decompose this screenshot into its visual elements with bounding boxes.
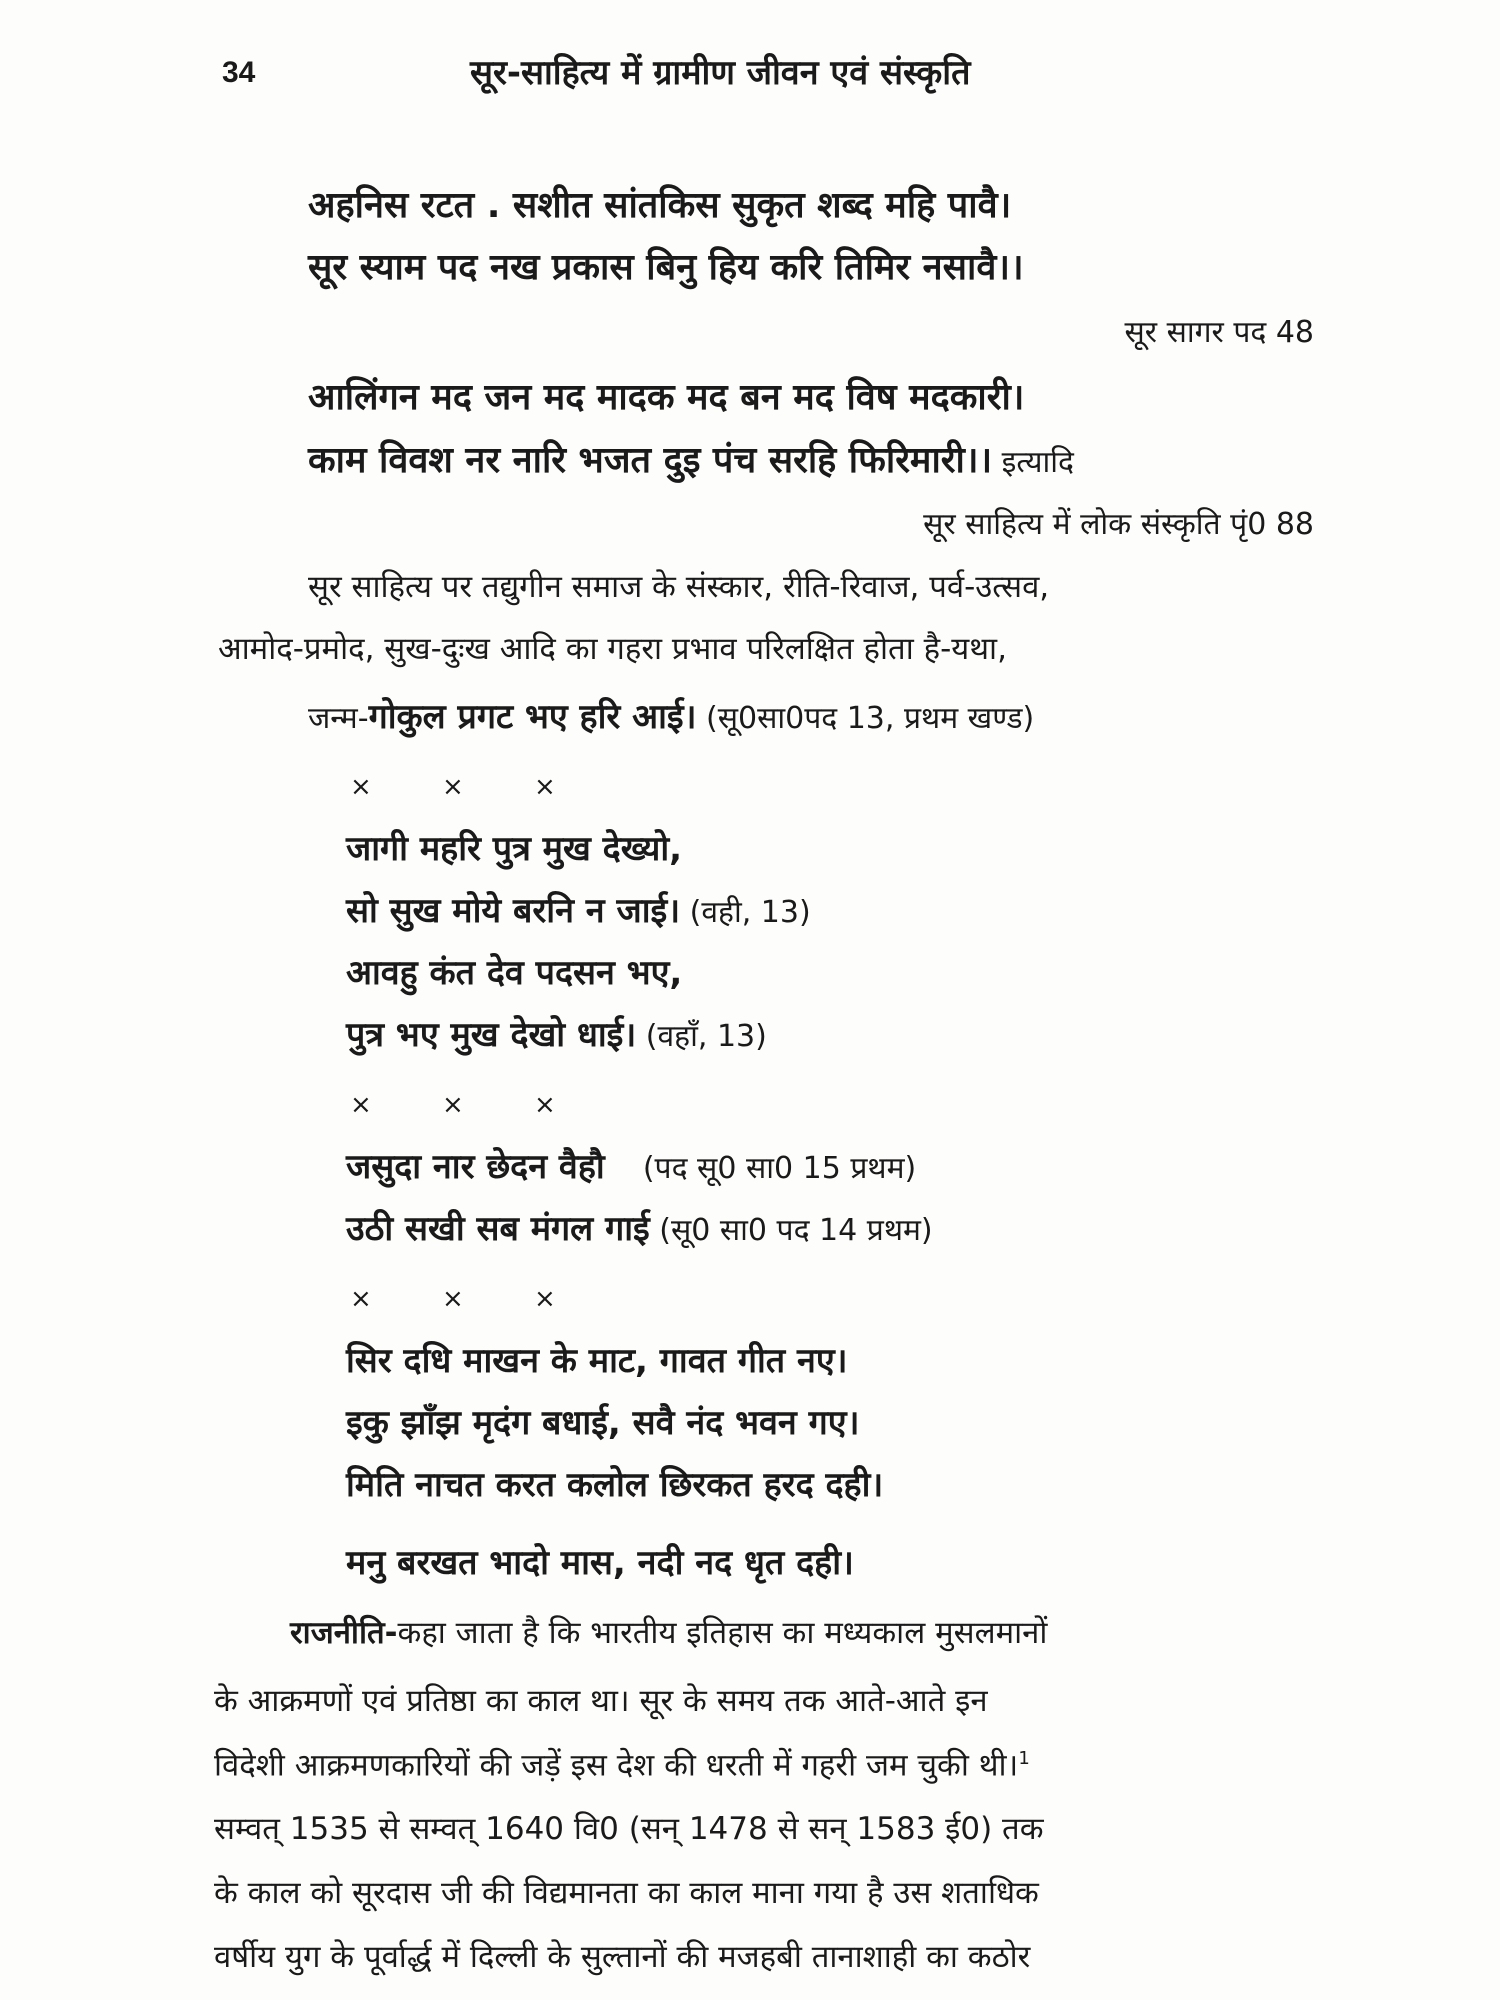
verse-line-with-note xyxy=(308,440,1074,481)
verse-text: जसुदा नार छेदन वैहौ xyxy=(346,1147,605,1187)
verse-line xyxy=(346,1015,767,1055)
source-reference: (पद सू0 सा0 15 प्रथम) xyxy=(604,1151,917,1186)
birth-verse-line xyxy=(308,697,1035,737)
cross-mark: × xyxy=(442,772,464,802)
paragraph-line: के आक्रमणों एवं प्रतिष्ठा का काल था। सूर के समय तक आते-आते इन xyxy=(214,1683,988,1719)
separator-marks xyxy=(350,774,626,800)
verse-line: सिर दधि माखन के माट, गावत गीत नए। xyxy=(346,1341,848,1381)
section-paragraph-first-line xyxy=(290,1615,1048,1651)
verse-line xyxy=(346,1147,917,1187)
cross-mark: × xyxy=(534,772,556,802)
footnote-marker: 1 xyxy=(1018,1748,1030,1769)
source-reference: (सू0सा0पद 13, प्रथम खण्ड) xyxy=(696,701,1035,736)
paragraph-text: विदेशी आक्रमणकारियों की जड़ें इस देश की धरती में गहरी जम चुकी थी। xyxy=(214,1747,1019,1784)
paragraph-line xyxy=(214,1747,1030,1784)
source-reference: सूर सागर पद 48 xyxy=(1124,315,1314,350)
cross-mark: × xyxy=(350,772,372,802)
source-reference: (वही, 13) xyxy=(680,895,811,930)
etcetera-note: इत्यादि xyxy=(992,445,1074,480)
verse-text: सो सुख मोये बरनि न जाई। xyxy=(346,891,681,931)
verse-line: अहनिस रटत . सशीत सांतकिस सुकृत शब्द महि पावै। xyxy=(308,185,1012,226)
separator-marks xyxy=(350,1286,626,1312)
verse-text: गोकुल प्रगट भए हरि आई। xyxy=(368,697,697,737)
source-reference: सूर साहित्य में लोक संस्कृति पृं0 88 xyxy=(923,507,1314,542)
paragraph-line: वर्षीय युग के पूर्वार्द्ध में दिल्ली के सुल्तानों की मजहबी तानाशाही का कठोर xyxy=(214,1939,1031,1975)
verse-line xyxy=(346,891,811,931)
cross-mark: × xyxy=(350,1284,372,1314)
verse-text: उठी सखी सब मंगल गाई xyxy=(346,1209,650,1249)
source-reference: (वहाँ, 13) xyxy=(636,1019,767,1054)
birth-label: जन्म- xyxy=(308,701,369,736)
verse-line: सूर स्याम पद नख प्रकास बिनु हिय करि तिमिर नसावै।। xyxy=(308,247,1024,288)
verse-text: जागी महरि पुत्र मुख देख्यो, xyxy=(346,829,683,869)
source-reference: (सू0 सा0 पद 14 प्रथम) xyxy=(649,1213,933,1248)
cross-mark: × xyxy=(534,1090,556,1120)
verse-line xyxy=(346,953,683,993)
verse-text: आवहु कंत देव पदसन भए, xyxy=(346,953,683,993)
verse-line xyxy=(346,829,683,869)
running-header-title: सूर-साहित्य में ग्रामीण जीवन एवं संस्कृति xyxy=(470,53,971,93)
verse-line xyxy=(346,1209,933,1249)
page-number: 34 xyxy=(222,56,256,89)
paragraph-line: सूर साहित्य पर तद्युगीन समाज के संस्कार, रीति-रिवाज, पर्व-उत्सव, xyxy=(308,569,1050,605)
section-heading: राजनीति- xyxy=(290,1615,398,1651)
cross-mark: × xyxy=(442,1090,464,1120)
paragraph-text: कहा जाता है कि भारतीय इतिहास का मध्यकाल मुसलमानों xyxy=(397,1615,1048,1651)
verse-line: मिति नाचत करत कलोल छिरकत हरद दही। xyxy=(346,1465,884,1505)
paragraph-line: सम्वत् 1535 से सम्वत् 1640 वि0 (सन् 1478 से सन् 1583 ई0) तक xyxy=(214,1811,1044,1847)
verse-line: मनु बरखत भादो मास, नदी नद धृत दही। xyxy=(346,1543,854,1583)
paragraph-line: के काल को सूरदास जी की विद्यमानता का काल माना गया है उस शताधिक xyxy=(214,1875,1039,1911)
verse-text: काम विवश नर नारि भजत दुइ पंच सरहि फिरिमारी।। xyxy=(308,440,993,481)
cross-mark: × xyxy=(534,1284,556,1314)
verse-text: पुत्र भए मुख देखो धाई। xyxy=(346,1015,637,1055)
cross-mark: × xyxy=(350,1090,372,1120)
verse-line: आलिंगन मद जन मद मादक मद बन मद विष मदकारी। xyxy=(308,377,1025,418)
verse-line: इकु झाँझ मृदंग बधाई, सवै नंद भवन गए। xyxy=(346,1403,860,1443)
separator-marks xyxy=(350,1092,626,1118)
cross-mark: × xyxy=(442,1284,464,1314)
paragraph-line: आमोद-प्रमोद, सुख-दुःख आदि का गहरा प्रभाव परिलक्षित होता है-यथा, xyxy=(218,631,1007,667)
